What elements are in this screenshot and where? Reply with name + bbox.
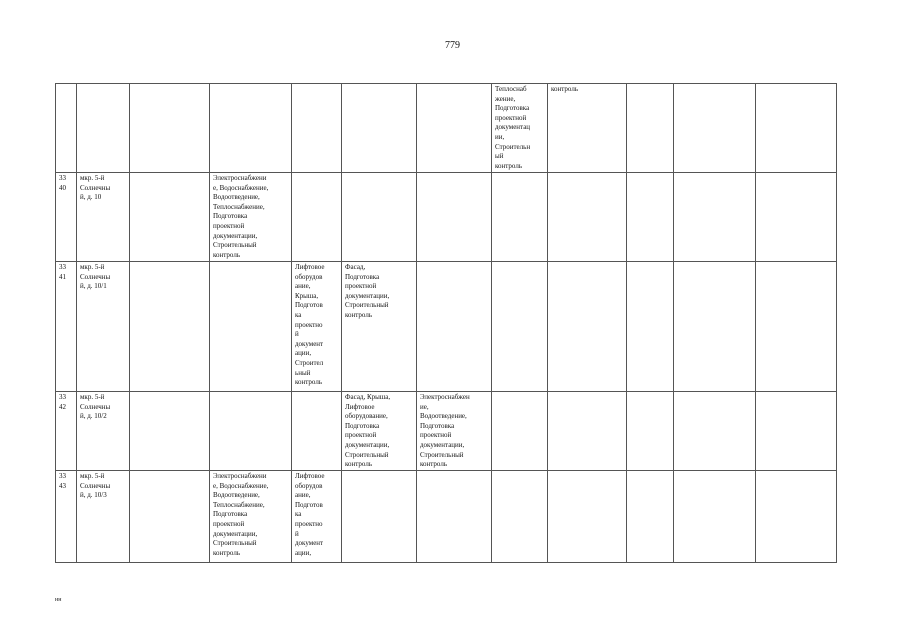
works-cell [130, 262, 210, 392]
works-cell: Теплоснаб жение, Подготовка проектной документац ии, Строительн ый контроль [492, 84, 548, 173]
works-cell [756, 471, 837, 563]
works-cell [756, 173, 837, 262]
works-cell [342, 84, 417, 173]
works-cell [342, 471, 417, 563]
works-cell: Электроснабжени е, Водоснабжение, Водоотведение, Теплоснабжение, Подготовка проектной документации, Строительный контроль [210, 471, 292, 563]
table-row [56, 262, 837, 392]
works-cell: Фасад, Подготовка проектной документации, Строительный контроль [342, 262, 417, 392]
row-number-cell: 33 41 [56, 262, 77, 392]
works-cell: Лифтовое оборудов ание, Крыша, Подготов ка проектно й документ ации, Строител ьный контроль [292, 262, 342, 392]
page-number: 779 [445, 40, 460, 51]
works-cell [674, 84, 756, 173]
works-cell [674, 173, 756, 262]
works-cell [756, 262, 837, 392]
works-cell [130, 392, 210, 471]
works-cell [292, 392, 342, 471]
works-cell [756, 392, 837, 471]
footer-mark: нн [55, 597, 62, 603]
table-row [56, 392, 837, 471]
works-cell: Фасад, Крыша, Лифтовое оборудование, Подготовка проектной документации, Строительный контроль [342, 392, 417, 471]
works-cell [548, 471, 627, 563]
works-cell [627, 173, 674, 262]
works-cell [417, 84, 492, 173]
row-number-cell: 33 40 [56, 173, 77, 262]
table-row [56, 471, 837, 563]
works-cell [756, 84, 837, 173]
works-cell [417, 173, 492, 262]
row-number-cell: 33 42 [56, 392, 77, 471]
works-cell [548, 173, 627, 262]
works-cell [627, 471, 674, 563]
works-cell [292, 173, 342, 262]
table-row [56, 84, 837, 173]
address-cell: мкр. 5-й Солнечны й, д. 10/1 [77, 262, 130, 392]
works-cell: контроль [548, 84, 627, 173]
works-cell: Электроснабжени е, Водоснабжение, Водоотведение, Теплоснабжение, Подготовка проектной документации, Строительный контроль [210, 173, 292, 262]
works-cell [417, 471, 492, 563]
works-cell [210, 262, 292, 392]
works-cell [674, 392, 756, 471]
row-number-cell: 33 43 [56, 471, 77, 563]
works-cell [130, 84, 210, 173]
works-cell [674, 471, 756, 563]
works-cell [492, 471, 548, 563]
works-cell [627, 262, 674, 392]
works-cell [342, 173, 417, 262]
row-number-cell [56, 84, 77, 173]
works-cell [130, 471, 210, 563]
works-cell [210, 84, 292, 173]
works-cell: Лифтовое оборудов ание, Подготов ка проектно й документ ации, [292, 471, 342, 563]
works-cell [292, 84, 342, 173]
address-cell [77, 84, 130, 173]
works-cell [548, 262, 627, 392]
works-cell [548, 392, 627, 471]
works-cell [492, 392, 548, 471]
works-cell [130, 173, 210, 262]
works-cell [210, 392, 292, 471]
address-cell: мкр. 5-й Солнечны й, д. 10/3 [77, 471, 130, 563]
table-row [56, 173, 837, 262]
works-cell [627, 84, 674, 173]
works-cell [674, 262, 756, 392]
works-cell [417, 262, 492, 392]
repair-schedule-table [55, 83, 837, 563]
address-cell: мкр. 5-й Солнечны й, д. 10/2 [77, 392, 130, 471]
works-cell [492, 173, 548, 262]
address-cell: мкр. 5-й Солнечны й, д. 10 [77, 173, 130, 262]
works-cell [627, 392, 674, 471]
works-cell [492, 262, 548, 392]
works-cell: Электроснабжен ие, Водоотведение, Подготовка проектной документации, Строительный контроль [417, 392, 492, 471]
